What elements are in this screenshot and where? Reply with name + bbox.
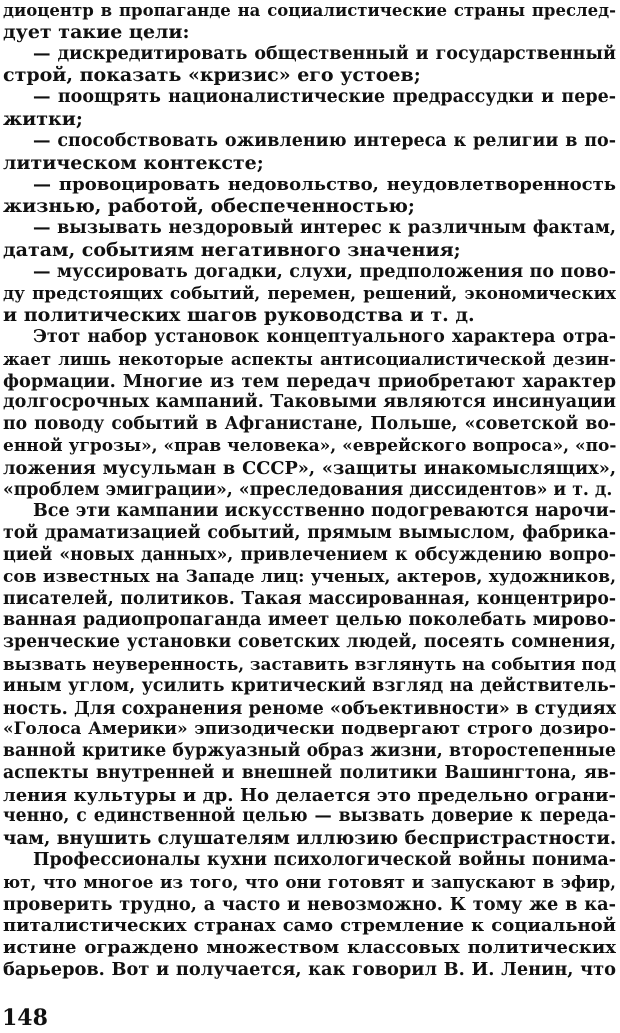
body-text [3, 0, 616, 981]
text-line: барьеров. Вот и получается, как говорил В. И. Ленин, что [3, 959, 616, 981]
text-line: и политических шагов руководства и т. д. [3, 305, 475, 327]
text-line: иным углом, усилить критический взгляд на действитель- [3, 675, 616, 696]
text-line: — дискредитировать общественный и государственный [33, 43, 616, 64]
text-line: датам, событиям негативного значения; [3, 239, 461, 261]
page-number: 148 [2, 1005, 48, 1031]
text-line: житки; [3, 108, 83, 130]
text-line: истине ограждено множеством классовых политических [3, 937, 616, 959]
text-line: диоцентр в пропаганде на социалистические страны преслед- [3, 1, 616, 20]
text-line: ют, что многое из того, что они готовят и запускают в эфир, [3, 871, 616, 892]
text-line: формации. Многие из тем передач приобретают характер [3, 370, 616, 392]
text-line: жает лишь некоторые аспекты антисоциалистической дезин- [3, 349, 616, 369]
text-line: проверить трудно, а часто и невозможно. К тому же в ка- [3, 893, 616, 915]
text-line: аспекты внутренней и внешней политики Вашингтона, яв- [3, 762, 616, 783]
text-line: той драматизацией событий, прямым вымыслом, фабрика- [3, 523, 616, 544]
text-line: писателей, политиков. Такая массированная, концентриро- [3, 588, 616, 609]
text-line: ду предстоящих событий, перемен, решений, экономических [3, 283, 616, 304]
text-line: ченно, с единственной целью — вызвать доверие к переда- [3, 806, 616, 827]
text-line: чам, внушить слушателям иллюзию беспристрастности. [3, 828, 616, 850]
text-line: Профессионалы кухни психологической войны понима- [33, 850, 616, 871]
text-line: долгосрочных кампаний. Таковыми являются инсинуации [3, 392, 616, 413]
text-line: зренческие установки советских людей, посеять сомнения, [3, 632, 616, 653]
text-line: строй, показать «кризис» его устоев; [3, 65, 421, 87]
text-line: питалистических странах само стремление к социальной [3, 915, 616, 937]
text-line: литическом контексте; [3, 152, 264, 174]
text-line: — вызывать нездоровый интерес к различным фактам, [33, 217, 616, 238]
text-line: ность. Для сохранения реноме «объективности» в студиях [3, 697, 616, 719]
text-line: енной угрозы», «прав человека», «еврейского вопроса», «по- [3, 435, 616, 456]
text-line: Все эти кампании искусственно подогреваются нарочи- [33, 501, 616, 522]
text-line: жизнью, работой, обеспеченностью; [3, 196, 415, 218]
text-line: вызвать неуверенность, заставить взглянуть на события под [3, 653, 616, 674]
text-line: — поощрять националистические предрассудки и пере- [33, 87, 616, 108]
text-line: цией «новых данных», привлечением к обсуждению вопро- [3, 544, 616, 565]
text-line: «Голоса Америки» эпизодически подвергают строго дозиро- [3, 719, 616, 740]
text-line: ванная радиопропаганда имеет целью поколебать мирово- [3, 610, 616, 631]
text-line: «проблем эмиграции», «преследования диссидентов» и т. д. [3, 479, 613, 500]
text-line: сов известных на Западе лиц: ученых, актеров, художников, [3, 566, 616, 587]
text-line: — муссировать догадки, слухи, предположения по пово- [33, 261, 616, 282]
text-line: ванной критике буржуазный образ жизни, второстепенные [3, 741, 616, 762]
text-line: дует такие цели: [3, 21, 190, 43]
text-line: по поводу событий в Афганистане, Польше, «советской во- [3, 414, 616, 435]
text-line: — провоцировать недовольство, неудовлетворенность [33, 174, 616, 196]
text-line: ления культуры и др. Но делается это предельно ограни- [3, 784, 616, 806]
text-line: Этот набор установок концептуального характера отра- [33, 326, 616, 347]
text-line: — способствовать оживлению интереса к религии в по- [33, 130, 616, 151]
text-line: ложения мусульман в СССР», «защиты инакомыслящих», [3, 457, 616, 479]
